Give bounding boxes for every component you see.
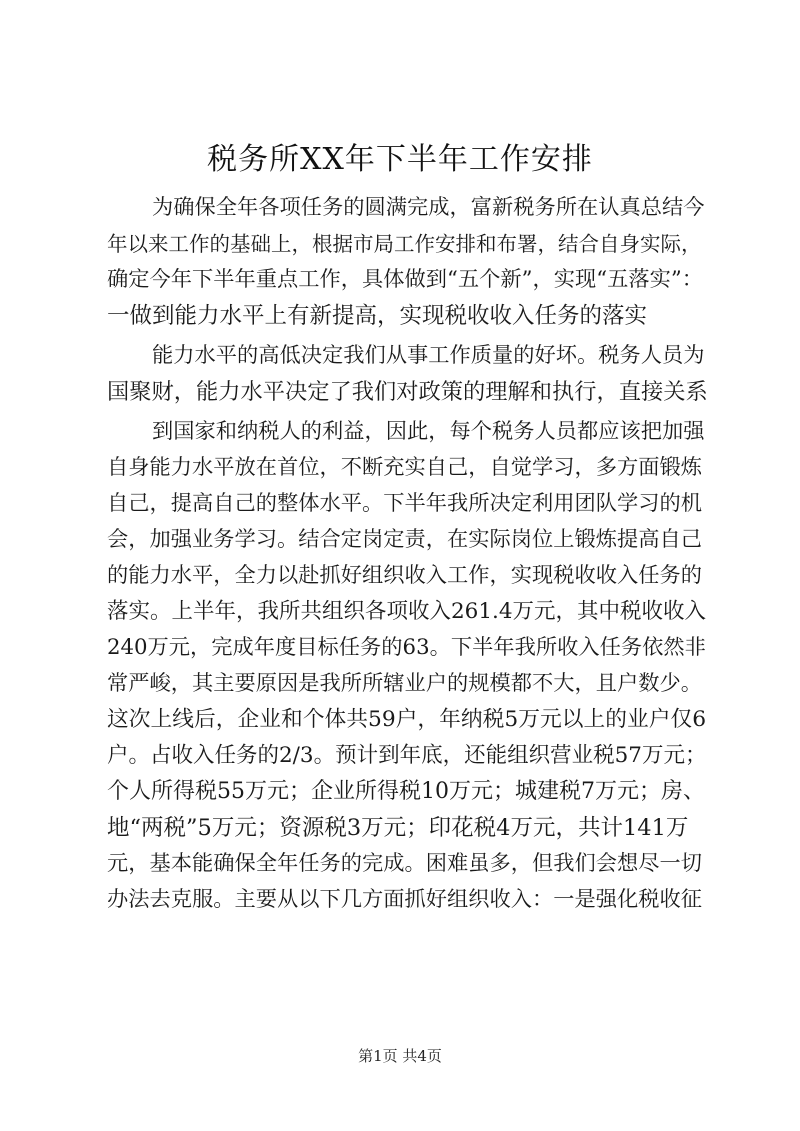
body-line: 到国家和纳税人的利益，因此，每个税务人员都应该把加强 bbox=[152, 419, 705, 444]
body-line: 的能力水平，全力以赴抓好组织收入工作，实现税收收入任务的 bbox=[107, 563, 703, 588]
body-line: 确定今年下半年重点工作，具体做到“五个新”，实现“五落实”： bbox=[107, 267, 703, 292]
body-line: 一做到能力水平上有新提高，实现税收收入任务的落实 bbox=[107, 303, 648, 329]
body-line: 能力水平的高低决定我们从事工作质量的好坏。税务人员为 bbox=[152, 343, 705, 368]
body-line: 240万元，完成年度目标任务的63。下半年我所收入任务依然非 bbox=[107, 635, 706, 660]
body-line: 常严峻，其主要原因是我所所辖业户的规模都不大，且户数少。 bbox=[107, 671, 703, 696]
body-line: 办法去克服。主要从以下几方面抓好组织收入：一是强化税收征 bbox=[107, 887, 703, 912]
body-line: 户。占收入任务的2/3。预计到年底，还能组织营业税57万元； bbox=[107, 743, 707, 768]
body-line: 年以来工作的基础上，根据市局工作安排和布署，结合自身实际， bbox=[107, 232, 702, 256]
page-number-footer: 第1页 共4页 bbox=[358, 1047, 442, 1065]
body-line: 会，加强业务学习。结合定岗定责，在实际岗位上锻炼提高自己 bbox=[107, 527, 703, 552]
document-title: 税务所XX年下半年工作安排 bbox=[207, 142, 593, 177]
body-line: 地“两税”5万元；资源税3万元；印花税4万元，共计141万 bbox=[107, 815, 689, 841]
body-line: 个人所得税55万元；企业所得税10万元；城建税7万元；房、 bbox=[107, 779, 705, 804]
body-line: 自己，提高自己的整体水平。下半年我所决定利用团队学习的机 bbox=[107, 491, 703, 516]
body-line: 这次上线后，企业和个体共59户，年纳税5万元以上的业户仅6 bbox=[107, 707, 707, 732]
body-line: 自身能力水平放在首位，不断充实自己，自觉学习，多方面锻炼 bbox=[107, 455, 703, 480]
body-line: 为确保全年各项任务的圆满完成，富新税务所在认真总结今 bbox=[152, 195, 705, 220]
body-line: 落实。上半年，我所共组织各项收入261.4万元，其中税收收入 bbox=[107, 599, 707, 624]
body-line: 元，基本能确保全年任务的完成。困难虽多，但我们会想尽一切 bbox=[107, 851, 703, 876]
body-line: 国聚财，能力水平决定了我们对政策的理解和执行，直接关系 bbox=[107, 379, 708, 405]
